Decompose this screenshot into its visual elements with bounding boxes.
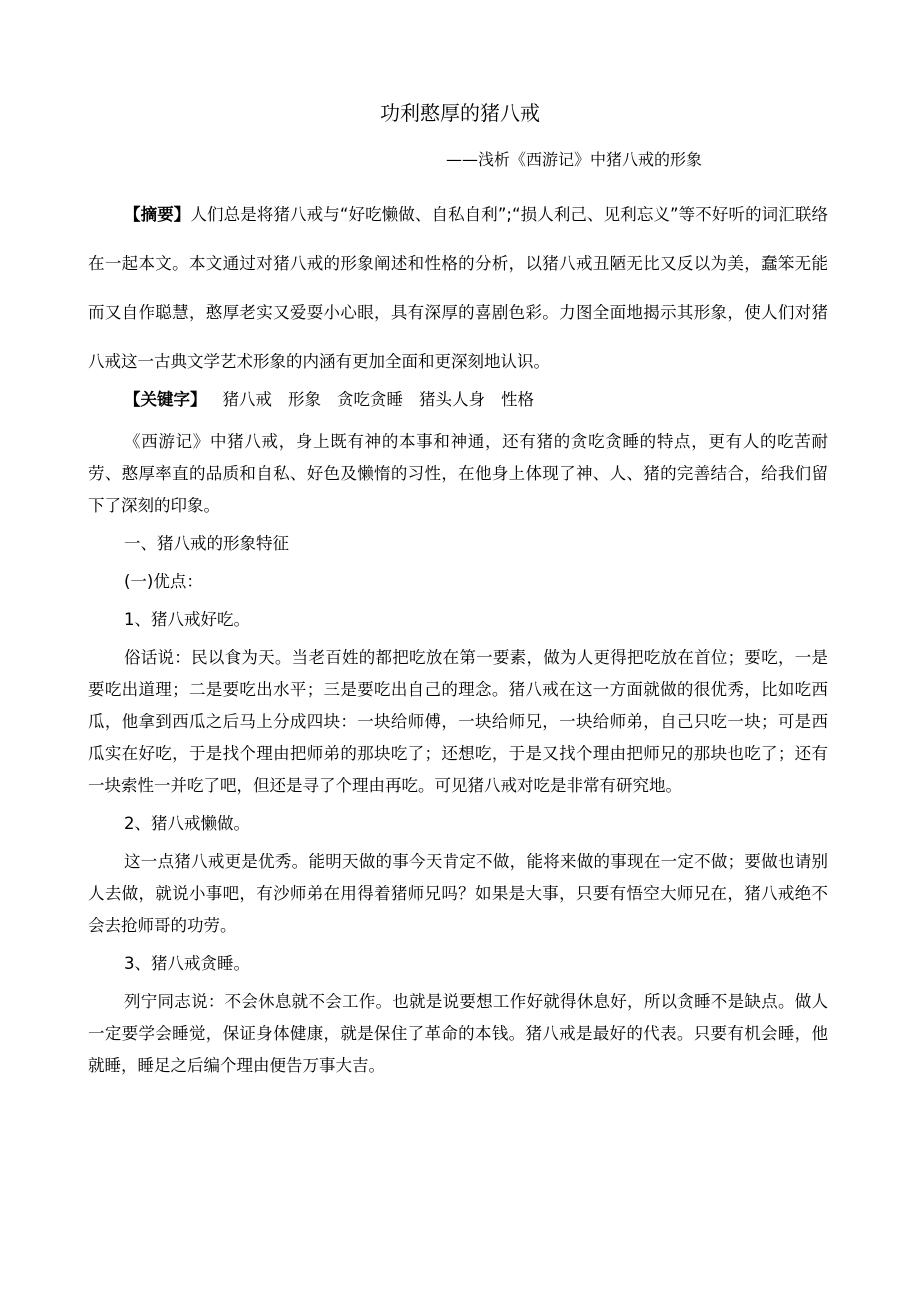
point-heading: 1、猪八戒好吃。 xyxy=(124,610,250,629)
abstract-label: 【摘要】 xyxy=(124,205,191,224)
abstract-text: 人们总是将猪八戒与“好吃懒做、自私自利”;“损人利己、见利忘义”等不好听的词汇联络在一起本文。本文通过对猪八戒的形象阐述和性格的分析，以猪八戒丑陋无比又反以为美，蠢笨无能而又自作聪慧，憨厚老实又爱耍小心眼，具有深厚的喜剧色彩。力图全面地揭示其形象，使人们对猪八戒这一古典文学艺术形象的内涵有更加全面和更深刻地认识。 xyxy=(88,205,828,371)
section-heading: 一、猪八戒的形象特征 xyxy=(124,534,289,553)
keyword-item: 贪吃贪睡 xyxy=(337,390,403,409)
body-paragraph: 列宁同志说：不会休息就不会工作。也就是说要想工作好就得休息好，所以贪睡不是缺点。做人一定要学会睡觉，保证身体健康，就是保住了革命的本钱。猪八戒是最好的代表。只要有机会睡，他就睡，睡足之后编个理由便告万事大吉。 xyxy=(88,992,828,1075)
point-heading: 2、猪八戒懒做。 xyxy=(124,814,250,833)
point-heading: 3、猪八戒贪睡。 xyxy=(124,954,250,973)
document-subtitle: ——浅析《西游记》中猪八戒的形象 xyxy=(446,150,703,169)
keyword-item: 猪八戒 xyxy=(222,390,272,409)
keywords-label: 【关键字】 xyxy=(124,390,207,409)
document-body xyxy=(88,426,828,1088)
abstract xyxy=(88,190,828,386)
keyword-item: 猪头人身 xyxy=(419,390,485,409)
keywords xyxy=(124,385,534,415)
subsection-heading: (一)优点： xyxy=(124,572,203,591)
document-title: 功利憨厚的猪八戒 xyxy=(380,101,540,125)
body-paragraph: 俗话说：民以食为天。当老百姓的都把吃放在第一要素，做为人更得把吃放在首位；要吃，一是要吃出道理；二是要吃出水平；三是要吃出自己的理念。猪八戒在这一方面就做的很优秀，比如吃西瓜，他拿到西瓜之后马上分成四块：一块给师傅，一块给师兄，一块给师弟，自己只吃一块；可是西瓜实在好吃，于是找个理由把师弟的那块吃了；还想吃，于是又找个理由把师兄的那块也吃了；还有一块索性一并吃了吧，但还是寻了个理由再吃。可见猪八戒对吃是非常有研究地。 xyxy=(88,648,828,795)
body-paragraph: 这一点猪八戒更是优秀。能明天做的事今天肯定不做，能将来做的事现在一定不做；要做也请别人去做，就说小事吧，有沙师弟在用得着猪师兄吗？如果是大事，只要有悟空大师兄在，猪八戒绝不会去抢师哥的功劳。 xyxy=(88,852,828,935)
intro-paragraph: 《西游记》中猪八戒，身上既有神的本事和神通，还有猪的贪吃贪睡的特点，更有人的吃苦耐劳、憨厚率直的品质和自私、好色及懒惰的习性，在他身上体现了神、人、猪的完善结合，给我们留下了深刻的印象。 xyxy=(88,432,828,515)
keyword-item: 性格 xyxy=(501,390,534,409)
keyword-item: 形象 xyxy=(288,390,321,409)
